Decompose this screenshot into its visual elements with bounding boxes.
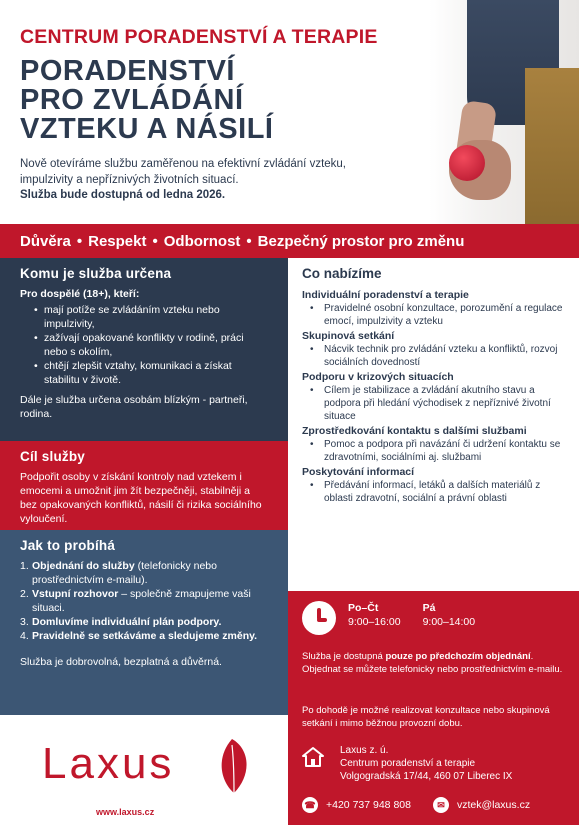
how-section — [0, 530, 288, 715]
step-rest: (telefonicky nebo prostřednictvím e-mailu). — [32, 560, 217, 586]
address-line: Centrum poradenství a terapie — [340, 758, 476, 769]
who-section — [0, 258, 288, 441]
step-bold: Vstupní rozhovor — [32, 588, 119, 600]
offer-item-bullet: • Pomoc a podpora při navázání či udržení kontaktu se zdravotními, sociálními aj. službami — [308, 438, 565, 464]
title-line: PRO ZVLÁDÁNÍ — [20, 84, 244, 116]
phone-icon: ☎ — [302, 797, 318, 813]
address-text — [340, 744, 512, 783]
step-number: 4. — [20, 630, 29, 642]
how-note: Služba je dobrovolná, bezplatná a důvěrná. — [20, 656, 222, 668]
value-item: Důvěra — [20, 232, 71, 250]
who-heading: Komu je služba určena — [20, 266, 172, 281]
logo-area — [0, 727, 288, 825]
org-title: CENTRUM PORADENSTVÍ A TERAPIE — [20, 26, 378, 48]
website-link[interactable]: www.laxus.cz — [96, 807, 155, 817]
value-separator: • — [76, 232, 83, 250]
offer-item-title: Podporu v krizových situacích — [302, 371, 454, 383]
email-link[interactable]: vztek@laxus.cz — [456, 799, 531, 811]
leaf-logo-icon — [210, 735, 254, 799]
how-step — [20, 559, 268, 587]
hours-time: 9:00–16:00 — [348, 616, 401, 628]
who-list-item: • chtějí zlepšit vztahy, komunikaci a získat stabilitu v životě. — [34, 359, 268, 387]
email-icon: ✉ — [433, 797, 449, 813]
title-line: PORADENSTVÍ — [20, 55, 235, 87]
address-line: Volgogradská 17/44, 460 07 Liberec IX — [340, 771, 513, 782]
house-icon — [302, 746, 324, 768]
title-line: VZTEKU A NÁSILÍ — [20, 113, 274, 145]
offer-item-list — [302, 384, 565, 423]
value-item: Bezpečný prostor pro změnu — [257, 232, 465, 250]
goal-text: Podpořit osoby v získání kontroly nad vztekem i emocemi a umožnit jim žít bezpečněji, stabilněji a bez opakovaných konfliktů, násilí či rizika sociálního vyloučení. — [20, 471, 262, 525]
who-lead: Pro dospělé (18+), kteří: — [20, 288, 140, 300]
hours-time: 9:00–14:00 — [422, 616, 476, 628]
value-separator: • — [246, 232, 252, 250]
offer-item-bullet: • Předávání informací, letáků a dalších materiálů z oblasti zdravotní, sociální a právní oblasti — [308, 479, 565, 505]
step-bold: Pravidelně se setkáváme a sledujeme změny. — [32, 630, 258, 642]
contact-row — [302, 797, 530, 813]
booking-note — [302, 651, 570, 676]
left-column — [0, 258, 288, 715]
step-bold: Objednání do služby — [32, 560, 135, 572]
hero-photo — [429, 0, 579, 225]
goal-heading: Cíl služby — [20, 449, 86, 464]
value-item: Odbornost — [163, 232, 241, 250]
step-number: 1. — [20, 560, 29, 572]
how-steps — [20, 559, 268, 643]
hero-pants — [525, 68, 579, 225]
booking-note-text: Služba je dostupná — [302, 651, 386, 662]
hours-column — [348, 601, 401, 629]
clock-icon — [302, 601, 336, 635]
offer-item-title: Poskytování informací — [302, 466, 415, 478]
how-step — [20, 629, 268, 643]
values-band — [0, 224, 579, 258]
right-column — [288, 258, 579, 811]
value-separator: • — [152, 232, 158, 250]
intro-availability: Služba bude dostupná od ledna 2026. — [20, 189, 226, 201]
who-note: Dále je služba určena osobám blízkým - partneři, rodina. — [20, 394, 248, 420]
offer-item-title: Zprostředkování kontaktu s dalšími službami — [302, 425, 527, 437]
hours-day: Po–Čt — [348, 602, 379, 614]
booking-note-bold: pouze po předchozím objednání — [385, 651, 531, 662]
offer-item-bullet: • Nácvik technik pro zvládání vzteku a konfliktů, rozvoj sociálních dovedností — [308, 343, 565, 369]
hours-column — [423, 601, 476, 629]
who-list-item: • zažívají opakované konflikty v rodině, práci nebo s okolím, — [34, 331, 268, 359]
hours-day: Pá — [422, 602, 436, 614]
how-step — [20, 587, 268, 615]
value-item: Respekt — [88, 232, 147, 250]
booking-note-text: . Objednat se můžete telefonicky nebo prostřednictvím e-mailu. — [302, 651, 563, 675]
opening-hours — [302, 601, 497, 635]
offer-item-title: Individuální poradenství a terapie — [302, 289, 469, 301]
offer-item-list — [302, 302, 565, 328]
offer-heading: Co nabízíme — [302, 266, 382, 281]
phone-link[interactable]: +420 737 948 808 — [326, 799, 411, 811]
intro-text — [20, 157, 380, 204]
offer-section — [288, 258, 579, 591]
step-number: 2. — [20, 588, 29, 600]
step-bold: Domluvíme individuální plán podpory. — [32, 616, 222, 628]
step-rest: – společně zmapujeme vaši situaci. — [32, 588, 251, 614]
offer-item-list — [302, 438, 565, 464]
offer-item-bullet: • Cílem je stabilizace a zvládání akutního stavu a podpora při hledání východisek z nepříznivé životní situace — [308, 384, 565, 423]
stress-ball-image — [449, 145, 485, 181]
who-list-item: • mají potíže se zvládáním vzteku nebo impulzivity, — [34, 303, 268, 331]
offer-item-list — [302, 343, 565, 369]
how-heading: Jak to probíhá — [20, 538, 116, 553]
laxus-logo: Laxus — [42, 739, 175, 788]
intro-paragraph: Nově otevíráme službu zaměřenou na efektivní zvládání vzteku, impulzivity a nepříznivých životních situací. — [20, 158, 347, 186]
offer-item-title: Skupinová setkání — [302, 330, 395, 342]
how-step — [20, 615, 268, 629]
address-block — [302, 744, 512, 783]
contact-section — [288, 591, 579, 825]
extra-hours-note: Po dohodě je možné realizovat konzultace nebo skupinová setkání i mimo běžnou provozní dobu. — [302, 705, 550, 729]
address-line: Laxus z. ú. — [340, 745, 389, 756]
page-title — [20, 57, 273, 144]
offer-item-list — [302, 479, 565, 505]
who-list — [20, 303, 268, 387]
goal-section — [0, 441, 288, 530]
offer-item-bullet: • Pravidelné osobní konzultace, porozumění a regulace emocí, impulzivity a vzteku — [308, 302, 565, 328]
step-number: 3. — [20, 616, 29, 628]
